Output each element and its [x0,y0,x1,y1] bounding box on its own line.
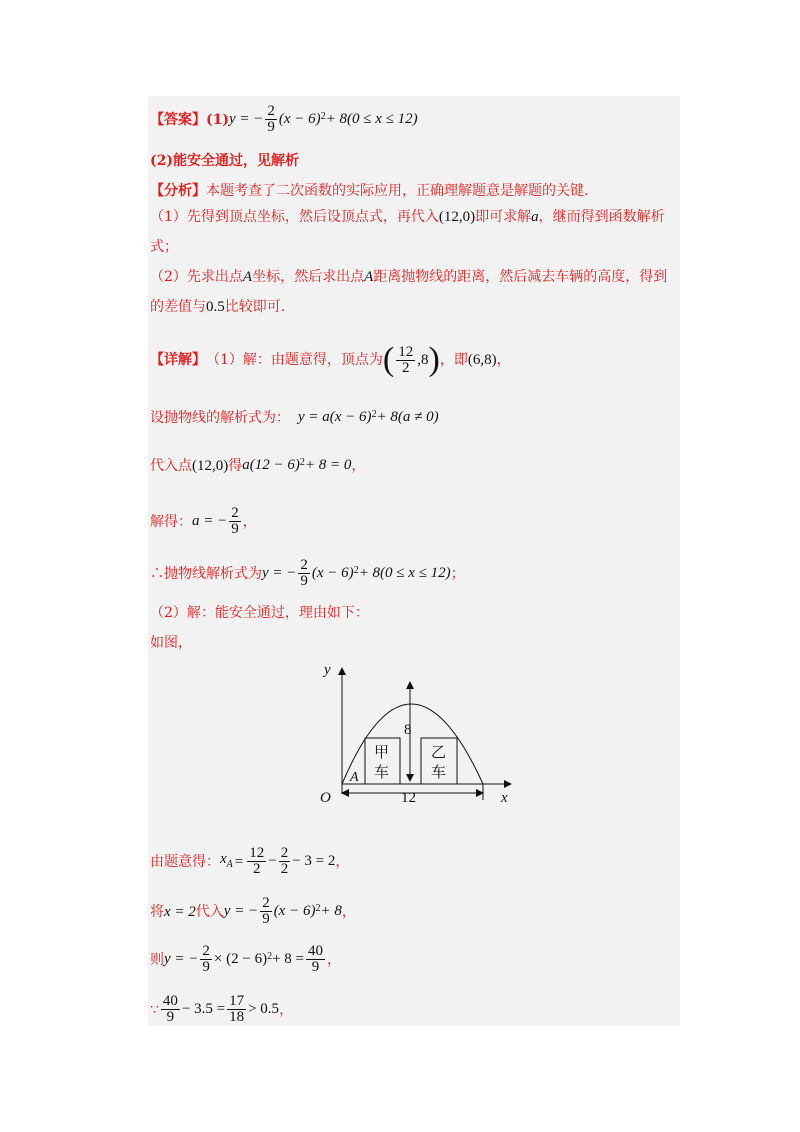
point-a-label: A [350,770,359,785]
detail-line-11: ∵ $\frac{40}{9}$ − 3.5 = $\frac{17}{18}$ > 0.5 ， [150,993,294,1025]
answer-formula: y = − $\frac{2}{9}$ $(x - 6)^2+ 8(0 \le x \le 12)$ [229,103,418,135]
height-label: 8 [404,722,412,738]
car-jia-label-2: 车 [374,765,390,781]
detail-line-3: 代入点 (12,0) 得 $a(12 - 6)^2+ 8 = 0$ ， [150,457,366,474]
detail-line-7: 如图， [150,635,192,651]
detail-line-6: （2）解：能安全通过，理由如下： [150,605,369,621]
detail-line-10: 则 y = − $\frac{2}{9}$ × $(2 - 6)^2+ 8$ = $\frac{40}{9}$ ， [150,943,341,975]
x-axis-label: x [501,790,508,806]
answer-tag: 【答案】 [150,111,206,128]
y-axis-label: y [324,662,331,678]
parabola-curve [342,704,483,784]
car-jia-label-1: 甲 [374,745,390,761]
detail-tag: 【详解】 [150,352,206,368]
detail-line-8: 由题意得： $x_A$ = $\frac{12}{2}$ − $\frac{2}{2}$ − 3 = 2 ， [150,845,350,877]
detail-line-1: 【详解】 （1）解：由题意得，顶点为 ( $\frac{12}{2}$ ,8 ) ，即 (6,8) ， [150,341,511,378]
origin-label: O [320,790,331,806]
detail-line-9: 将 x = 2 代入 y = − $\frac{2}{9}$ $(x - 6)^2+ 8$ ， [150,895,356,927]
car-yi-label-1: 乙 [431,745,447,761]
detail-line-2: 设抛物线的解析式为： $y = a(x - 6)^2+ 8(a \ne 0)$ [150,409,439,426]
car-yi-label-2: 车 [431,765,447,781]
analysis-line-5: 的差值与 0.5 比较即可. [150,299,286,315]
analysis-line-1: 【分析】 本题考查了二次函数的实际应用，正确理解题意是解题的关键. [150,183,589,199]
analysis-tag: 【分析】 [150,183,206,199]
answer-line-2: (2)能安全通过，见解析 [150,153,299,169]
width-label: 12 [401,790,416,806]
analysis-line-2: （1）先得到顶点坐标，然后设顶点式，再代入 (12,0) 即可求解 a ，继而得到函数解析 [150,209,665,225]
answer-line-1 [150,104,418,135]
detail-line-5: ∴抛物线解析式为 y = − $\frac{2}{9}$ $(x - 6)^2+ 8(0 \le x \le 12)$ ； [150,557,465,589]
parabola-figure [315,660,525,810]
analysis-line-4: （2）先求出点 A 坐标，然后求出点 A 距离抛物线的距离，然后减去车辆的高度，得到 [150,269,668,285]
detail-line-4: 解得： a = − $\frac{2}{9}$ ， [150,505,257,537]
answer-part1-label: (1) [206,111,229,128]
analysis-line-3: 式； [150,239,178,255]
